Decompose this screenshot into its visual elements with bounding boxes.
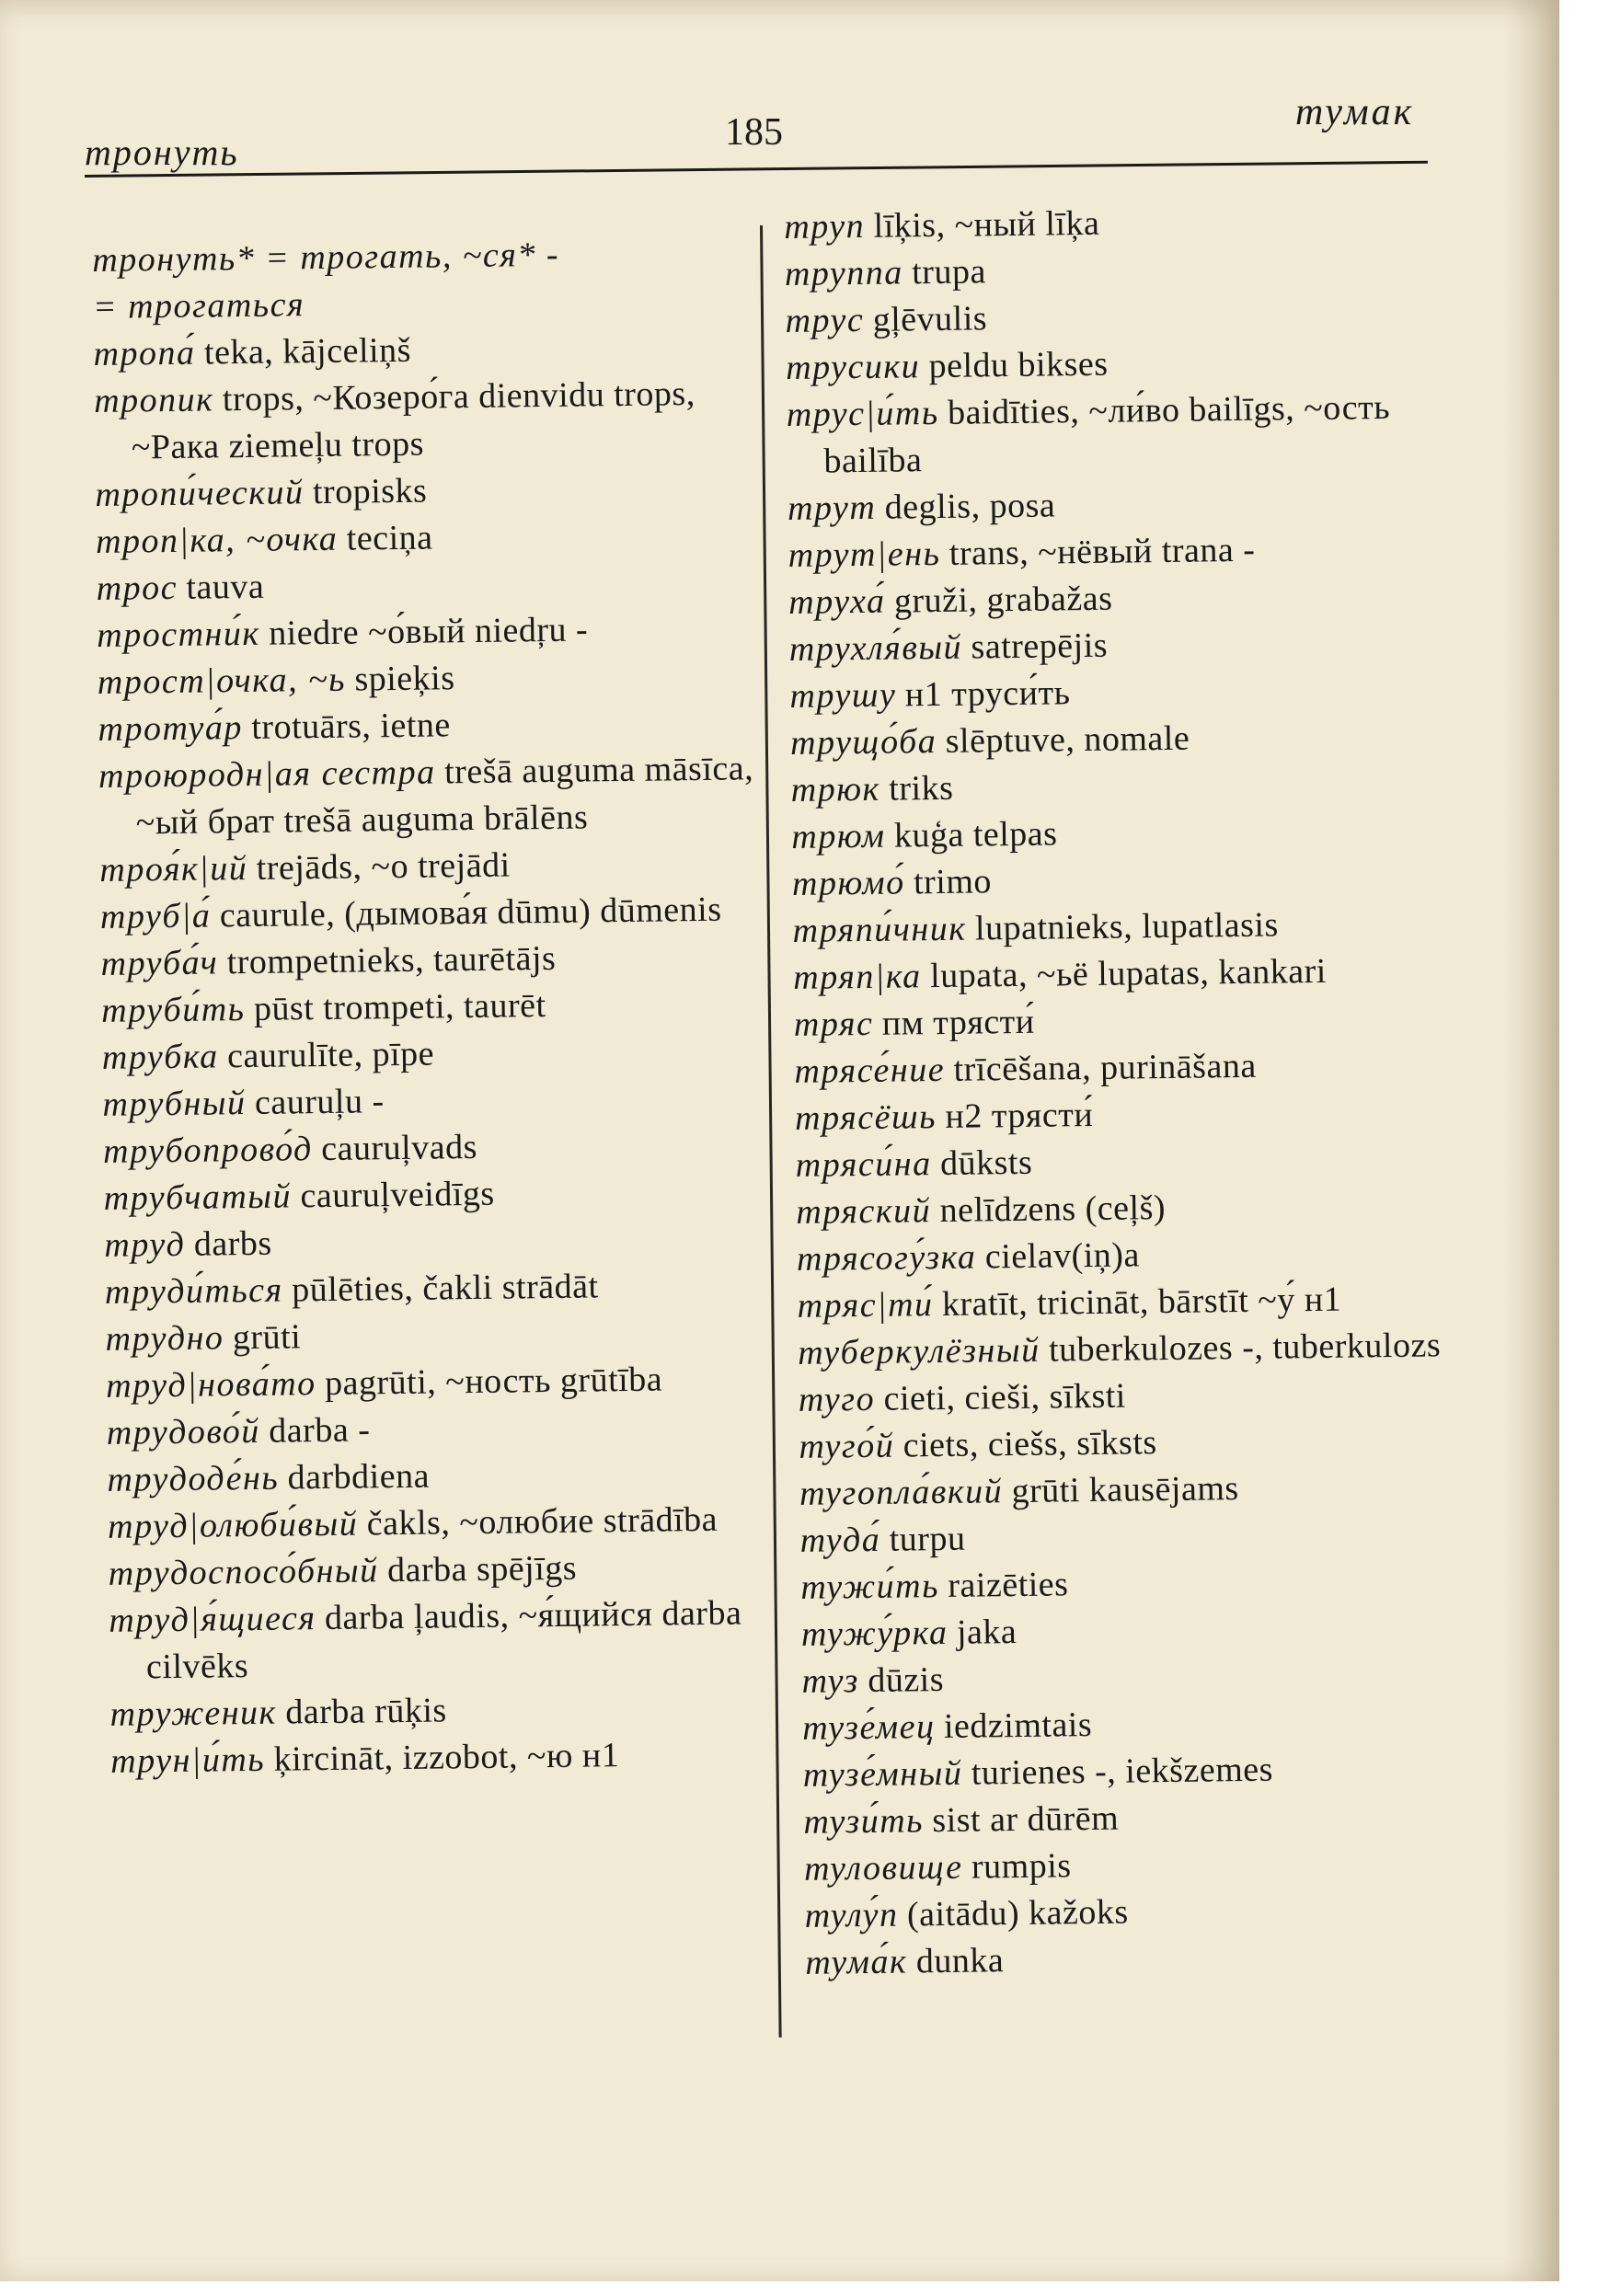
dictionary-entry: [101, 980, 783, 1035]
entry-headword: трясогу́зка: [796, 1237, 977, 1279]
entry-headword: трудоде́нь: [107, 1458, 280, 1499]
entry-translation: jaka: [956, 1613, 1017, 1652]
entry-translation: turpu: [889, 1519, 966, 1559]
entry-translation: sist ar dūrēm: [932, 1798, 1120, 1841]
dictionary-entry: [789, 665, 1489, 720]
dictionary-entry: [797, 1228, 1497, 1283]
dictionary-entry: [792, 900, 1492, 955]
entry-headword: туго́й: [799, 1426, 895, 1466]
entry-translation: turienes -, iekšzemes: [971, 1750, 1274, 1793]
entry-translation: пм трясти́: [881, 1002, 1035, 1043]
dictionary-entry: [92, 229, 774, 284]
entry-translation: pūlēties, čakli strādāt: [291, 1267, 599, 1310]
dictionary-entry: [98, 651, 779, 706]
dictionary-entry: [785, 290, 1485, 345]
entry-headword: туго: [798, 1379, 876, 1419]
entry-translation: nelīdzens (ceļš): [939, 1188, 1167, 1231]
entry-headword: труд: [104, 1224, 186, 1265]
dictionary-entry: [795, 1134, 1495, 1189]
entry-headword: тряпи́чник: [792, 909, 967, 950]
entry-translation: triks: [889, 768, 954, 809]
dictionary-entry: [797, 1275, 1497, 1330]
dictionary-entry: [799, 1510, 1500, 1565]
dictionary-entry: [803, 1791, 1503, 1846]
entry-translation: cauruļveidīgs: [300, 1174, 495, 1216]
page-header: [0, 0, 1559, 184]
dictionary-entry: [799, 1369, 1499, 1424]
entry-headword: трудоспосо́бный: [108, 1551, 379, 1593]
dictionary-entry: [100, 933, 782, 988]
dictionary-entry: [786, 384, 1486, 486]
entry-headword: трут|ень: [788, 534, 941, 575]
dictionary-entry: [793, 947, 1493, 1002]
dictionary-entry: [798, 1322, 1498, 1377]
entry-translation: pagrūti, ~ность grūtība: [324, 1360, 663, 1403]
entry-translation: trans, ~нёвый trana -: [948, 530, 1256, 573]
entry-translation: rumpis: [971, 1846, 1072, 1887]
dictionary-entry: [794, 1040, 1494, 1096]
right-column: [784, 196, 1505, 1987]
entry-translation: tropisks: [312, 471, 428, 512]
entry-translation: kratīt, tricināt, bārstīt ~у́ н1: [941, 1280, 1342, 1324]
dictionary-entry: [801, 1650, 1501, 1705]
header-left-word: тронуть: [85, 132, 239, 173]
entry-translation: trotuārs, ietne: [251, 706, 452, 747]
entry-headword: трудно: [105, 1318, 224, 1359]
entry-headword: трюм: [791, 816, 886, 856]
entry-translation: spieķis: [354, 659, 455, 699]
entry-translation: slēptuve, nomale: [945, 718, 1190, 761]
entry-headword: тропа́: [93, 333, 196, 373]
entry-translation: darbdiena: [287, 1456, 431, 1498]
entry-translation: peldu bikses: [928, 344, 1109, 386]
entry-headword: труд|я́щиеся: [109, 1599, 316, 1640]
entry-headword: тряс: [793, 1004, 874, 1044]
entry-headword: тума́к: [805, 1942, 908, 1982]
dictionary-entry: [109, 1590, 790, 1692]
header-rule: [85, 161, 1428, 178]
entry-headword: туз: [801, 1661, 860, 1701]
entry-headword: тряский: [796, 1191, 932, 1232]
entry-headword: труди́ться: [104, 1270, 283, 1312]
entry-translation: grūti kausējams: [1011, 1469, 1239, 1511]
dictionary-entry: [96, 557, 777, 613]
dictionary-entry: [98, 698, 779, 753]
entry-headword: труха́: [788, 581, 886, 622]
dictionary-entry: [788, 524, 1488, 580]
entry-headword: труба́ч: [100, 943, 219, 983]
entry-headword: троя́к|ий: [99, 848, 248, 890]
dictionary-entry: [791, 806, 1491, 861]
dictionary-entry: [102, 1027, 784, 1082]
dictionary-entry: [102, 1073, 784, 1129]
entry-translation: grūti: [232, 1317, 302, 1358]
entry-translation: teciņa: [346, 518, 433, 558]
entry-headword: тротуа́р: [98, 708, 244, 749]
dictionary-entry: [99, 839, 781, 894]
entry-headword: трущо́ба: [789, 722, 937, 763]
dictionary-entry: [94, 370, 776, 472]
header-right-word: тумак: [1295, 91, 1415, 133]
dictionary-entry: [799, 1416, 1499, 1471]
dictionary-entry: [97, 604, 778, 660]
dictionary-entry: [104, 1214, 786, 1269]
entry-headword: трясёшь: [794, 1097, 937, 1138]
dictionary-entry: [110, 1730, 792, 1785]
dictionary-entry: [109, 1683, 791, 1739]
entry-translation: trupa: [911, 252, 987, 293]
entry-translation: trešā auguma māsīca, ~ый брат trešā auguma brālēns: [135, 749, 754, 843]
entry-headword: тужи́ть: [800, 1567, 940, 1607]
entry-headword: тузи́ть: [803, 1801, 925, 1842]
entry-translation: teka, kājceliņš: [203, 330, 412, 373]
entry-translation: gļēvulis: [872, 299, 988, 339]
entry-translation: tuberkulozes -, tuberkulozs: [1048, 1326, 1442, 1370]
entry-headword: труд|нова́то: [106, 1364, 316, 1406]
entry-headword: трубка: [101, 1037, 219, 1077]
entry-translation: ciets, ciešs, sīksts: [902, 1423, 1157, 1465]
entry-headword: тугопла́вкий: [799, 1472, 1004, 1513]
page-number: 185: [725, 111, 783, 154]
dictionary-entry: [796, 1181, 1496, 1236]
entry-headword: трубопрово́д: [102, 1130, 314, 1171]
dictionary-entry: [108, 1543, 789, 1598]
entry-headword: труп: [784, 206, 866, 247]
entry-headword: туловище: [803, 1847, 963, 1888]
dictionary-entry: [802, 1697, 1502, 1752]
page-edge-shadow: [1504, 0, 1559, 2281]
entry-headword: трос: [96, 568, 178, 608]
entry-headword: = трогаться: [92, 285, 305, 327]
entry-translation: līķis, ~ный līķa: [873, 203, 1100, 246]
dictionary-entry: [803, 1744, 1503, 1799]
entry-translation: čakls, ~олюбие strādība: [366, 1499, 719, 1544]
entry-translation: lupata, ~ьё lupatas, kankari: [929, 951, 1328, 996]
entry-translation: iedzimtais: [943, 1705, 1093, 1746]
dictionary-entry: [105, 1308, 787, 1363]
entry-headword: тряс|ти́: [797, 1285, 934, 1326]
entry-translation: trimo: [913, 862, 993, 902]
entry-headword: трюмо́: [791, 863, 905, 903]
entry-translation: kuģa telpas: [893, 814, 1058, 855]
dictionary-entry: [789, 618, 1489, 673]
entry-translation: dūksts: [939, 1142, 1033, 1183]
entry-headword: туберкулёзный: [798, 1330, 1040, 1372]
entry-translation: deglis, posa: [884, 486, 1056, 527]
dictionary-entry: [786, 337, 1486, 392]
dictionary-entry: [106, 1355, 788, 1410]
dictionary-entry: [96, 511, 777, 566]
entry-headword: трус: [785, 300, 865, 340]
entry-translation: dūzis: [868, 1659, 945, 1701]
entry-translation: darba spējīgs: [386, 1548, 578, 1590]
dictionary-entry: [103, 1120, 785, 1176]
entry-translation: darba ļaudis, ~я́щийся darba cilvēks: [145, 1593, 742, 1687]
entry-translation: pūst trompeti, taurēt: [253, 986, 546, 1028]
entry-translation: caurule, (дымова́я dūmu) dūmenis: [219, 890, 722, 936]
dictionary-entry: [790, 759, 1490, 814]
dictionary-entry: [103, 1167, 785, 1223]
entry-headword: трюк: [790, 769, 881, 809]
entry-translation: trops, ~Козеро́га dienvidu trops, ~Рака ziemeļu trops: [131, 374, 696, 467]
entry-headword: трушу: [789, 675, 897, 716]
dictionary-entry: [105, 1261, 787, 1316]
dictionary-entry: [799, 1463, 1500, 1518]
entry-translation: н2 трясти́: [945, 1095, 1094, 1136]
dictionary-entry: [93, 323, 775, 378]
entry-headword: тропи́ческий: [95, 473, 305, 514]
entry-headword: трясе́ние: [794, 1050, 946, 1091]
entry-translation: dunka: [915, 1941, 1005, 1981]
entry-headword: тузе́мец: [801, 1707, 936, 1748]
dictionary-entry: [108, 1496, 789, 1551]
entry-translation: lupatnieks, lupatlasis: [974, 905, 1279, 948]
entry-translation: trīcēšana, purināšana: [953, 1046, 1257, 1089]
entry-headword: тряси́на: [795, 1144, 932, 1185]
dictionary-entry: [788, 571, 1489, 626]
entry-translation: caurulīte, pīpe: [226, 1034, 435, 1076]
entry-headword: тряп|ка: [793, 957, 922, 997]
dictionary-entry: [795, 1087, 1495, 1142]
entry-headword: тростни́к: [97, 614, 260, 655]
dictionary-entry: [98, 745, 780, 847]
entry-headword: труби́ть: [101, 990, 246, 1030]
entry-translation: trompetnieks, taurētājs: [226, 938, 557, 982]
entry-headword: труппа: [784, 253, 903, 293]
dictionary-entry: [93, 276, 775, 331]
entry-headword: трут: [787, 488, 877, 528]
entry-headword: трост|очка, ~ь: [97, 660, 347, 702]
entry-headword: тулу́п: [804, 1895, 899, 1935]
dictionary-entry: [107, 1449, 788, 1504]
entry-translation: baidīties, ~ли́во bailīgs, ~ость bailība: [823, 387, 1391, 481]
entry-translation: ķircināt, izzobot, ~ю н1: [273, 1736, 620, 1779]
entry-headword: тузе́мный: [802, 1753, 963, 1795]
entry-headword: трун|и́ть: [109, 1739, 266, 1781]
entry-translation: gruži, grabažas: [893, 579, 1113, 621]
entry-headword: тужу́рка: [800, 1613, 948, 1654]
entry-headword: троп|ка, ~очка: [95, 519, 339, 561]
dictionary-entry: [794, 993, 1494, 1049]
entry-translation: cauruļvads: [321, 1127, 478, 1169]
entry-translation: darbs: [193, 1223, 272, 1264]
entry-translation: (aitādu) kažoks: [906, 1892, 1129, 1934]
left-column: [92, 229, 792, 1785]
entry-headword: трубный: [102, 1084, 247, 1124]
entry-headword: трубчатый: [103, 1177, 293, 1218]
entry-headword: тропик: [93, 380, 214, 420]
dictionary-entry: [800, 1556, 1500, 1612]
entry-translation: satrepējis: [971, 626, 1109, 667]
entry-headword: туда́: [799, 1520, 881, 1560]
entry-translation: cauruļu -: [254, 1082, 385, 1122]
dictionary-entry: [100, 886, 782, 941]
dictionary-entry: [805, 1932, 1505, 1987]
dictionary-entry: [788, 477, 1488, 533]
dictionary-entry: [790, 712, 1490, 767]
entry-headword: тронуть* = трогать, ~ся* -: [92, 235, 560, 280]
dictionary-entry: [107, 1402, 788, 1457]
entry-headword: трудово́й: [106, 1411, 261, 1452]
entry-translation: trejāds, ~о trejādi: [256, 845, 511, 888]
entry-translation: darba rūķis: [285, 1691, 447, 1732]
entry-translation: cielav(iņ)a: [984, 1235, 1141, 1277]
entry-headword: трусики: [785, 347, 921, 387]
entry-translation: niedre ~о́вый niedŗu -: [268, 610, 589, 653]
dictionary-entry: [801, 1603, 1501, 1659]
entry-translation: raizēties: [948, 1565, 1069, 1605]
entry-headword: труб|а́: [99, 896, 212, 936]
dictionary-entry: [785, 243, 1485, 298]
entry-headword: трухля́вый: [788, 627, 963, 669]
dictionary-entry: [804, 1885, 1504, 1940]
entry-headword: труженик: [109, 1693, 278, 1734]
entry-translation: н1 труси́ть: [904, 673, 1071, 715]
entry-translation: darba -: [269, 1410, 371, 1451]
entry-headword: трус|и́ть: [786, 393, 939, 434]
dictionary-entry: [95, 464, 776, 519]
dictionary-entry: [804, 1838, 1504, 1893]
entry-translation: cieti, cieši, sīksti: [883, 1376, 1127, 1418]
dictionary-entry: [784, 196, 1484, 251]
entry-headword: труд|олюби́вый: [107, 1504, 359, 1546]
entry-translation: tauva: [186, 567, 265, 607]
dictionary-entry: [792, 853, 1492, 908]
entry-headword: троюродн|ая сестра: [98, 752, 436, 796]
